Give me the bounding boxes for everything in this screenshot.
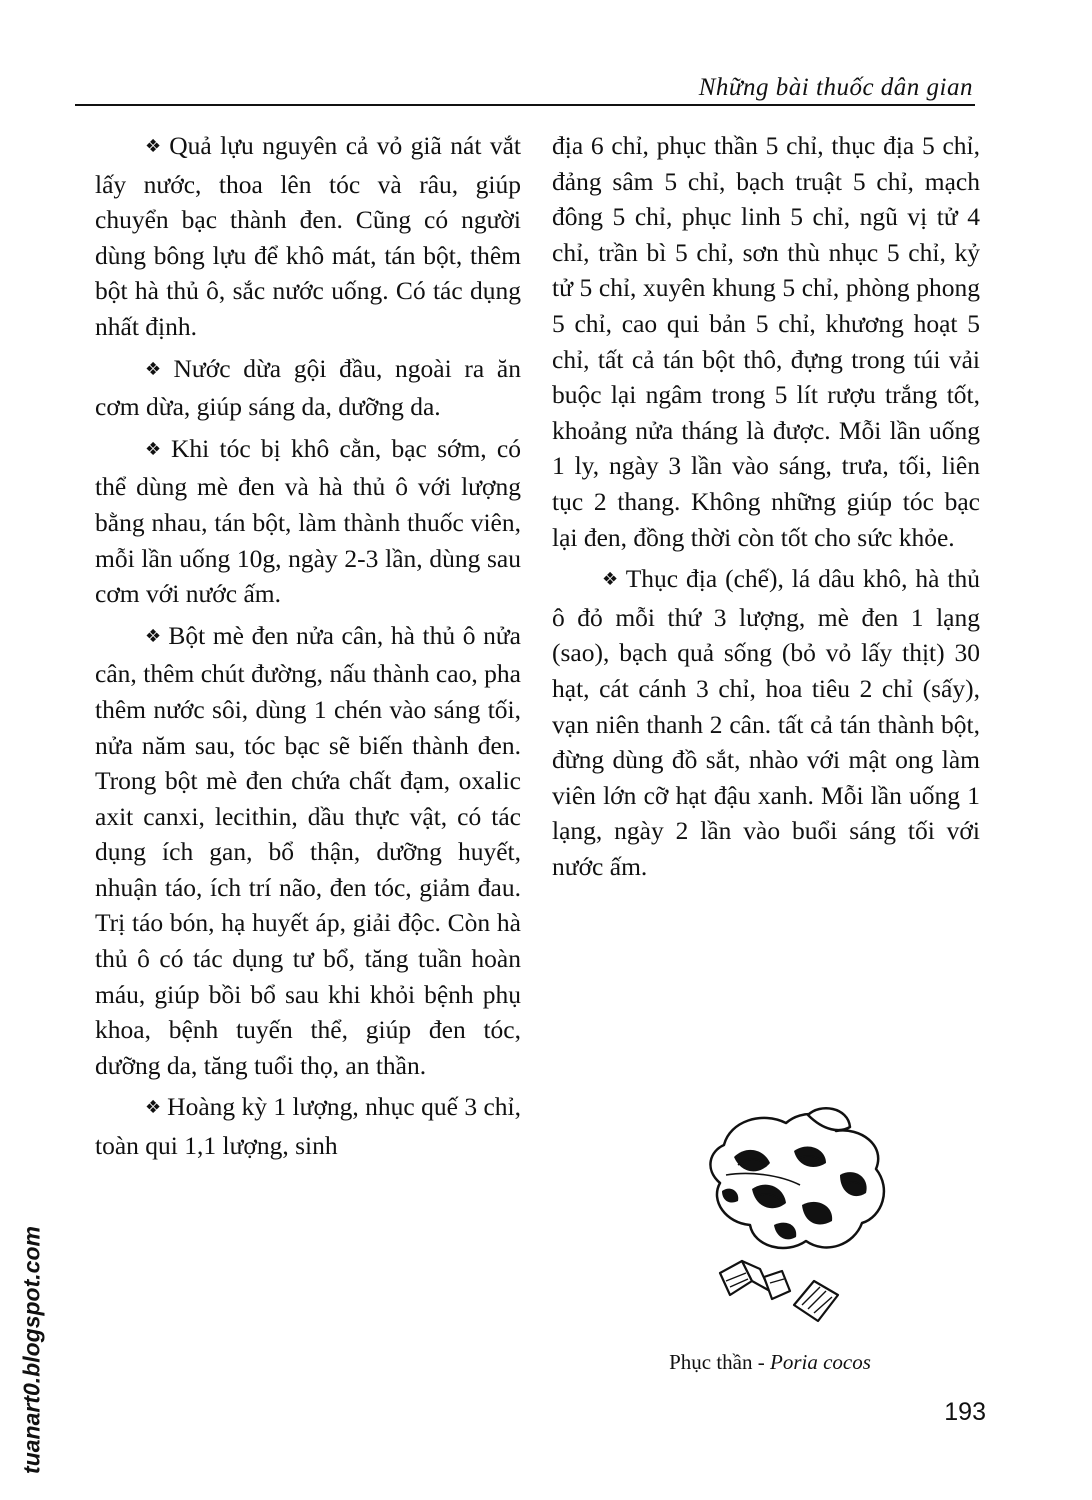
paragraph-text: Nước dừa gội đầu, ngoài ra ăn cơm dừa, giúp sáng da, dưỡng da. [95, 353, 521, 422]
paragraph-text: Hoàng kỳ 1 lượng, nhục quế 3 chỉ, toàn qui 1,1 lượng, sinh [95, 1092, 521, 1161]
paragraph-text: Khi tóc bị khô cằn, bạc sớm, có thể dùng mè đen và hà thủ ô với lượng bằng nhau, tán bột, làm thành thuốc viên, mỗi lần uống 10g, ngày 2-3 lần, dùng sau cơm với nước ấm. [95, 433, 521, 609]
paragraph [95, 351, 521, 425]
four-diamond-bullet-icon: ❖ [145, 136, 164, 157]
left-column [95, 128, 521, 1170]
paragraph-text: Quả lựu nguyên cả vỏ giã nát vắt lấy nước, thoa lên tóc và râu, giúp chuyển bạc thành đen. Cũng có người dùng bông lựu để khô mát, tán bột, thêm bột hà thủ ô, sắc nước uống. Có tác dụng nhất định. [95, 131, 521, 341]
watermark [12, 1210, 52, 1490]
paragraph [552, 561, 980, 884]
paragraph [95, 618, 521, 1084]
paragraph-text: Thục địa (chế), lá dâu khô, hà thủ ô đỏ mỗi thứ 3 lượng, mè đen 1 lạng (sao), bạch quả sống (bỏ vỏ lấy thịt) 30 hạt, cát cánh 3 chỉ, hoa tiêu 2 chỉ (sấy), vạn niên thanh 2 cân. tất cả tán thành bột, đừng dùng đồ sắt, nhào với mật ong làm viên lớn cỡ hạt đậu xanh. Mỗi lần uống 1 lạng, ngày 2 lần vào buổi sáng tối với nước ấm. [552, 564, 981, 881]
poria-cocos-drawing [690, 1105, 970, 1345]
paragraph [95, 128, 521, 345]
caption-separator: - [752, 1350, 770, 1374]
paragraph-text: địa 6 chỉ, phục thần 5 chỉ, thục địa 5 chỉ, đảng sâm 5 chỉ, bạch truật 5 chỉ, mạch đông 5 chỉ, phục linh 5 chỉ, ngũ vị tử 4 chỉ, trần bì 5 chỉ, sơn thù nhục 5 chỉ, kỷ tử 5 chỉ, xuyên khung 5 chỉ, phòng phong 5 chỉ, cao qui bản 5 chỉ, khương hoạt 5 chỉ, tất cả tán bột thô, đựng trong túi vải buộc lại ngâm trong 5 lít rượu trắng tốt, khoảng nửa tháng là được. Mỗi lần uống 1 ly, ngày 3 lần vào sáng, trưa, tối, liên tục 2 thang. Không những giúp tóc bạc lại đen, đồng thời còn tốt cho sức khỏe. [552, 131, 980, 552]
four-diamond-bullet-icon: ❖ [145, 625, 163, 647]
four-diamond-bullet-icon: ❖ [145, 1097, 162, 1119]
caption-vietnamese: Phục thần [669, 1350, 753, 1374]
running-header [75, 70, 975, 106]
watermark-text: tuanart0.blogspot.com [18, 1226, 45, 1474]
paragraph-text: Bột mè đen nửa cân, hà thủ ô nửa cân, thêm chút đường, nấu thành cao, pha thêm nước sôi, dùng 1 chén vào sáng tối, nửa năm sau, tóc bạc sẽ biến thành đen. Trong bột mè đen chứa chất đạm, oxalic axit canxi, lecithin, dầu thực vật, có tác dụng ích gan, bổ thận, dưỡng huyết, nhuận táo, ích trí não, đen tóc, giảm đau. Trị táo bón, hạ huyết áp, giải độc. Còn hà thủ ô có tác dụng tư bổ, tăng tuần hoàn máu, giúp bồi bổ sau khi khỏi bệnh phụ khoa, bệnh tuyến thể, giúp đen tóc, dưỡng da, tăng tuổi thọ, an thần. [95, 620, 521, 1080]
poria-cocos-illustration [690, 1105, 970, 1345]
page-number: 193 [944, 1398, 986, 1426]
caption-latin: Poria cocos [770, 1350, 871, 1374]
paragraph [552, 128, 980, 555]
paragraph [95, 1089, 521, 1163]
header-title: Những bài thuốc dân gian [698, 74, 973, 101]
right-column [552, 128, 980, 890]
four-diamond-bullet-icon: ❖ [145, 438, 165, 460]
paragraph [95, 431, 521, 612]
four-diamond-bullet-icon: ❖ [145, 358, 168, 380]
figure-caption [560, 1350, 980, 1375]
four-diamond-bullet-icon: ❖ [602, 569, 620, 591]
